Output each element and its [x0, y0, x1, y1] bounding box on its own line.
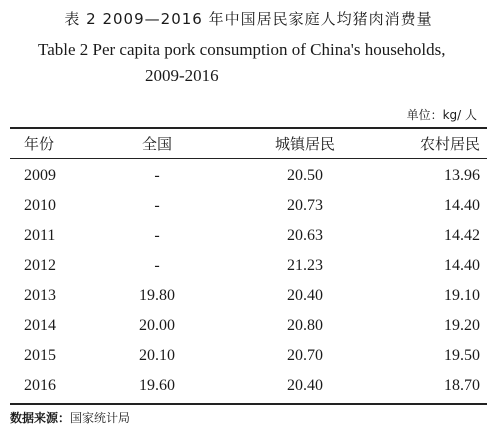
- cell-national: -: [154, 197, 160, 214]
- source-label: 数据来源：: [10, 411, 71, 425]
- table-title-en-years: 2009-2016: [145, 66, 219, 85]
- cell-urban: 20.40: [287, 377, 323, 394]
- header-national: 全国: [141, 135, 172, 153]
- table-header: [10, 129, 487, 159]
- header-rural: 农村居民: [419, 135, 480, 153]
- cell-year: 2010: [24, 197, 56, 214]
- cell-rural: 14.42: [444, 227, 480, 244]
- cell-year: 2013: [24, 287, 56, 304]
- cell-national: 20.10: [139, 347, 175, 364]
- cell-rural: 14.40: [444, 197, 480, 214]
- cell-rural: 19.50: [444, 347, 480, 364]
- cell-rural: 14.40: [444, 257, 480, 274]
- cell-urban: 20.50: [287, 167, 323, 184]
- source-text: 国家统计局: [70, 411, 131, 425]
- cell-national: 19.80: [139, 287, 175, 304]
- cell-urban: 20.73: [287, 197, 323, 214]
- table-title-cn: 表 2 2009—2016 年中国居民家庭人均猪肉消费量: [64, 10, 433, 28]
- cell-urban: 20.63: [287, 227, 323, 244]
- table-body: [10, 161, 487, 401]
- table-row: [10, 251, 487, 281]
- cell-rural: 18.70: [444, 377, 480, 394]
- table-row: [10, 371, 487, 401]
- cell-rural: 19.10: [444, 287, 480, 304]
- cell-year: 2012: [24, 257, 56, 274]
- table-row: [10, 341, 487, 371]
- bottom-rule: [10, 403, 487, 405]
- cell-national: -: [154, 227, 160, 244]
- cell-year: 2011: [24, 227, 56, 244]
- cell-urban: 20.40: [287, 287, 323, 304]
- cell-year: 2009: [24, 167, 56, 184]
- table-row: [10, 311, 487, 341]
- cell-year: 2016: [24, 377, 56, 394]
- cell-urban: 21.23: [287, 257, 323, 274]
- header-year: 年份: [24, 135, 55, 153]
- cell-national: 20.00: [139, 317, 175, 334]
- cell-urban: 20.80: [287, 317, 323, 334]
- cell-national: -: [154, 257, 160, 274]
- cell-national: 19.60: [139, 377, 175, 394]
- cell-rural: 13.96: [444, 167, 480, 184]
- table-row: [10, 161, 487, 191]
- unit-label: 单位：kg/ 人: [406, 108, 477, 122]
- cell-urban: 20.70: [287, 347, 323, 364]
- table-row: [10, 221, 487, 251]
- cell-national: -: [154, 167, 160, 184]
- cell-rural: 19.20: [444, 317, 480, 334]
- table-row: [10, 281, 487, 311]
- header-urban: 城镇居民: [274, 135, 335, 153]
- header-row: [10, 129, 487, 159]
- cell-year: 2015: [24, 347, 56, 364]
- table-title-en: Table 2 Per capita pork consumption of China's households,: [38, 40, 446, 59]
- table-row: [10, 191, 487, 221]
- source-note: [10, 409, 130, 426]
- cell-year: 2014: [24, 317, 56, 334]
